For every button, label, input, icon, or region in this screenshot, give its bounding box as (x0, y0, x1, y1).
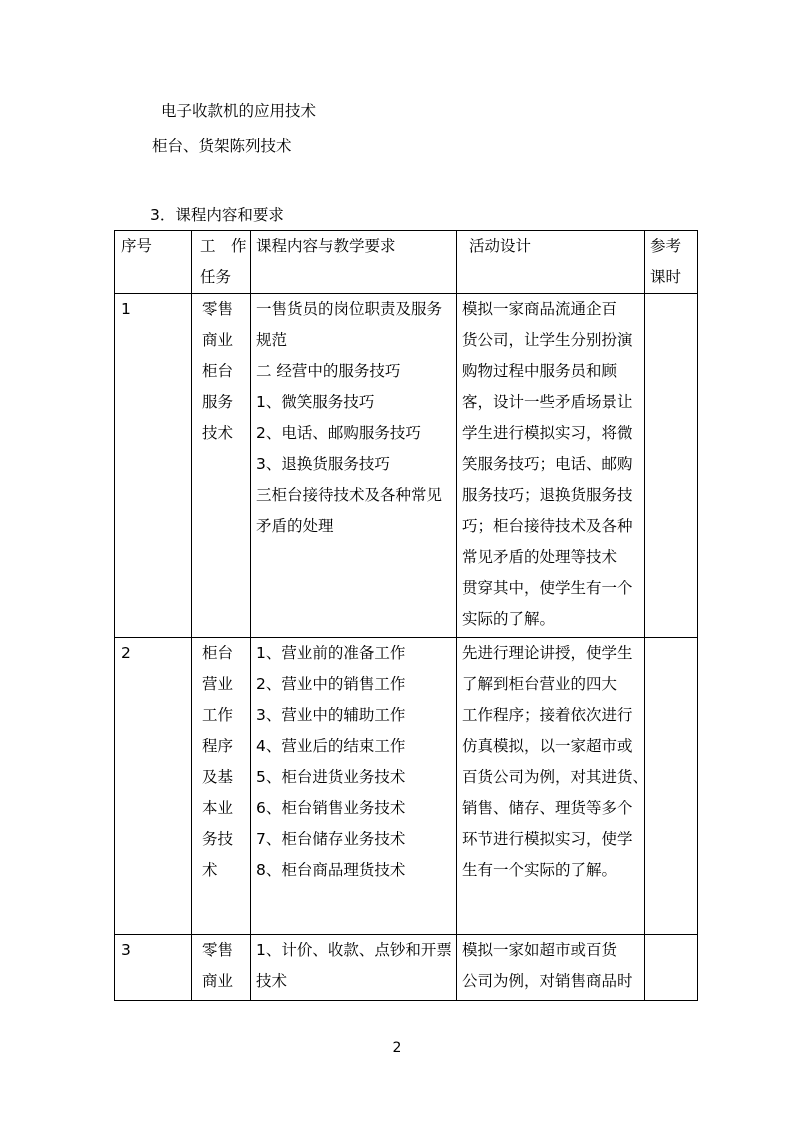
row-content: 1、计价、收款、点钞和开票 技术 (251, 935, 457, 1001)
intro-line-1: 电子收款机的应用技术 (161, 102, 317, 120)
section-title: 3．课程内容和要求 (150, 206, 284, 224)
header-num: 序号 (115, 231, 192, 294)
table-row (115, 935, 698, 1001)
row-task: 柜台 营业 工作 程序 及基 本业 务技 术 (192, 638, 251, 935)
table-header-row (115, 231, 698, 294)
row-task: 零售 商业 柜台 服务 技术 (192, 294, 251, 638)
row-activity: 模拟一家商品流通企百 货公司，让学生分别扮演 购物过程中服务员和顾 客，设计一些矛盾场景让 学生进行模拟实习，将微 笑服务技巧；电话、邮购 服务技巧；退换货服务技 巧；柜台接待技术及各种 常见矛盾的处理等技术 贯穿其中，使学生有一个 实际的了解。 (457, 294, 645, 638)
header-hours: 参考 课时 (645, 231, 698, 294)
row-num: 1 (115, 294, 192, 638)
row-task: 零售 商业 (192, 935, 251, 1001)
row-content: 1、营业前的准备工作 2、营业中的销售工作 3、营业中的辅助工作 4、营业后的结束工作 5、柜台进货业务技术 6、柜台销售业务技术 7、柜台储存业务技术 8、柜台商品理货技术 (251, 638, 457, 935)
row-hours (645, 294, 698, 638)
row-hours (645, 935, 698, 1001)
row-hours (645, 638, 698, 935)
row-content: 一售货员的岗位职责及服务 规范 二 经营中的服务技巧 1、微笑服务技巧 2、电话、邮购服务技巧 3、退换货服务技巧 三柜台接待技术及各种常见 矛盾的处理 (251, 294, 457, 638)
table-row (115, 638, 698, 935)
row-activity: 模拟一家如超市或百货 公司为例，对销售商品时 (457, 935, 645, 1001)
table-row (115, 294, 698, 638)
row-num: 3 (115, 935, 192, 1001)
header-activity: 活动设计 (457, 231, 645, 294)
row-activity: 先进行理论讲授，使学生 了解到柜台营业的四大 工作程序；接着依次进行 仿真模拟，以一家超市或 百货公司为例，对其进货、 销售、储存、理货等多个 环节进行模拟实习，使学 生有一个实际的了解。 (457, 638, 645, 935)
header-content: 课程内容与教学要求 (251, 231, 457, 294)
header-task: 工 作 任务 (192, 231, 251, 294)
course-content-table (114, 230, 698, 1001)
row-num: 2 (115, 638, 192, 935)
page-number: 2 (392, 1040, 402, 1056)
intro-line-2: 柜台、货架陈列技术 (152, 137, 292, 155)
